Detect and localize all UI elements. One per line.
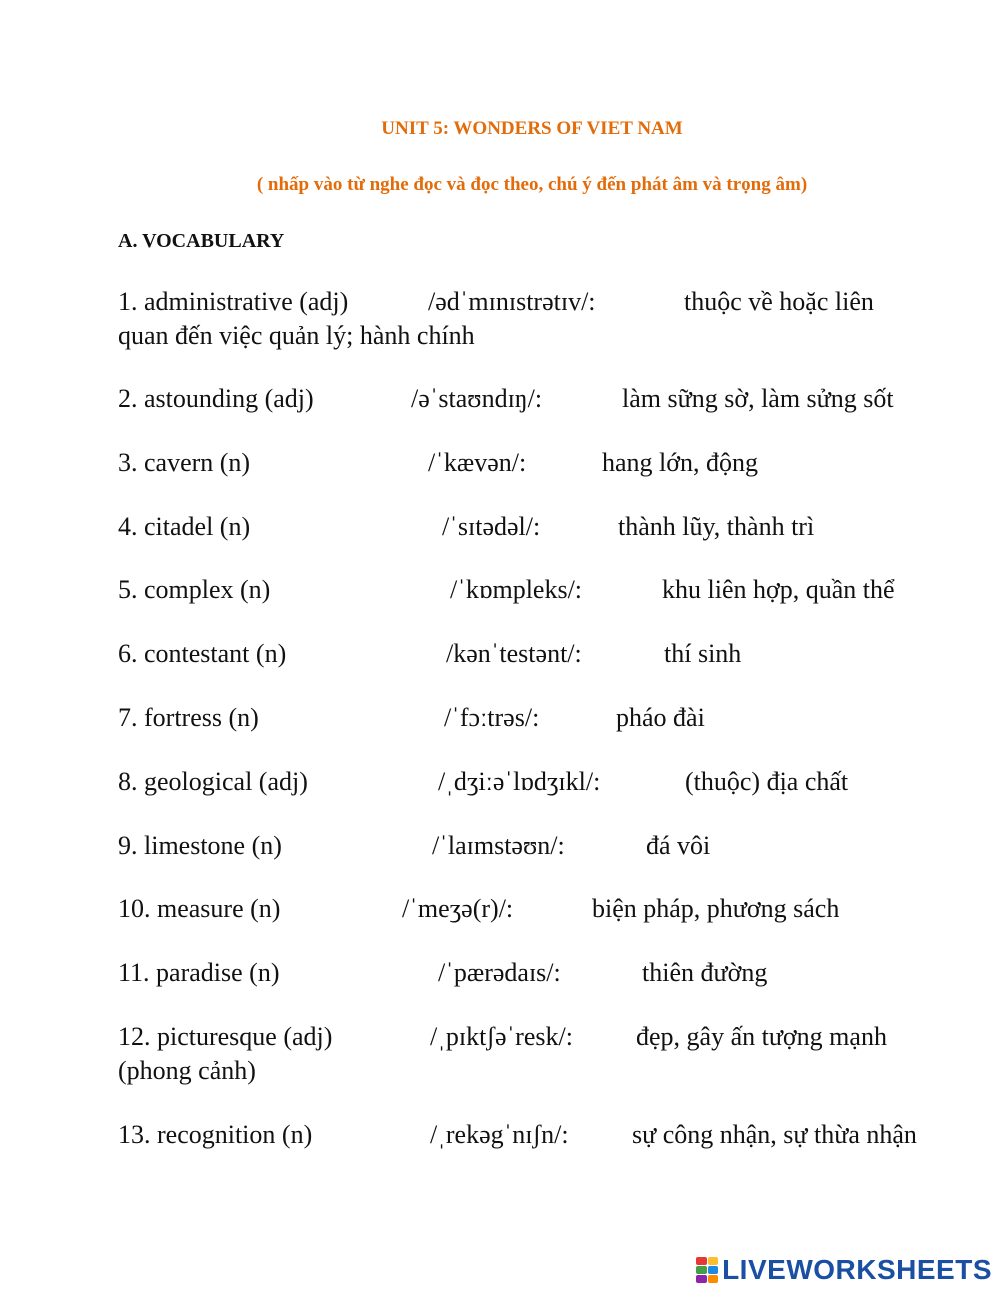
vocab-ipa: /ˈpærədaɪs/: (438, 958, 561, 987)
vocab-meaning: thuộc về hoặc liên (684, 287, 874, 316)
section-heading: A. VOCABULARY (118, 230, 285, 252)
unit-title: UNIT 5: WONDERS OF VIET NAM (381, 118, 683, 139)
vocab-meaning: pháo đài (616, 703, 705, 732)
vocab-meaning: đẹp, gây ấn tượng mạnh (636, 1022, 887, 1051)
vocab-word[interactable]: 5. complex (n) (118, 575, 271, 604)
vocab-word[interactable]: 2. astounding (adj) (118, 384, 314, 413)
vocab-word[interactable]: 8. geological (adj) (118, 767, 308, 796)
vocab-meaning: sự công nhận, sự thừa nhận (632, 1120, 917, 1149)
liveworksheets-logo-text: LIVEWORKSHEETS (722, 1254, 992, 1285)
vocab-word[interactable]: 7. fortress (n) (118, 703, 259, 732)
liveworksheets-logo-icon (696, 1257, 718, 1283)
vocab-ipa: /ˌrekəgˈnɪʃn/: (430, 1120, 569, 1149)
liveworksheets-logo[interactable] (696, 1252, 992, 1288)
vocab-meaning: thành lũy, thành trì (618, 512, 815, 541)
vocab-meaning-continued: quan đến việc quản lý; hành chính (118, 321, 475, 350)
vocab-ipa: /ˌpɪktʃəˈresk/: (430, 1022, 573, 1051)
vocab-ipa: /ədˈmɪnɪstrətɪv/: (428, 287, 596, 316)
vocab-meaning-continued: (phong cảnh) (118, 1056, 256, 1085)
vocab-ipa: /ˈkɒmpleks/: (450, 575, 583, 604)
vocab-word[interactable]: 4. citadel (n) (118, 512, 251, 541)
vocab-word[interactable]: 1. administrative (adj) (118, 287, 349, 316)
vocab-meaning: biện pháp, phương sách (592, 894, 840, 923)
vocab-ipa: /ˈfɔːtrəs/: (444, 703, 540, 732)
vocab-ipa: /kənˈtestənt/: (446, 639, 582, 668)
vocab-meaning: làm sững sờ, làm sửng sốt (622, 384, 894, 413)
vocab-ipa: /ˈsɪtədəl/: (442, 512, 541, 541)
vocab-word[interactable]: 10. measure (n) (118, 894, 281, 923)
vocab-meaning: hang lớn, động (602, 448, 759, 477)
vocab-ipa: /ˈlaɪmstəʊn/: (432, 831, 565, 860)
vocab-word[interactable]: 13. recognition (n) (118, 1120, 313, 1149)
vocab-word[interactable]: 6. contestant (n) (118, 639, 287, 668)
vocab-meaning: thí sinh (664, 639, 742, 668)
vocab-ipa: /ˌdʒiːəˈlɒdʒɪkl/: (438, 767, 601, 796)
instruction-subtitle: ( nhấp vào từ nghe đọc và đọc theo, chú ý đến phát âm và trọng âm) (256, 174, 808, 195)
vocab-word[interactable]: 11. paradise (n) (118, 958, 280, 987)
vocab-ipa: /ˈkævən/: (428, 448, 527, 477)
vocab-meaning: (thuộc) địa chất (685, 767, 849, 796)
vocab-word[interactable]: 12. picturesque (adj) (118, 1022, 333, 1051)
vocab-meaning: thiên đường (642, 958, 768, 987)
vocab-meaning: đá vôi (646, 831, 711, 860)
vocab-ipa: /əˈstaʊndɪŋ/: (411, 384, 543, 413)
vocab-ipa: /ˈmeʒə(r)/: (402, 894, 514, 923)
vocab-meaning: khu liên hợp, quần thể (662, 575, 895, 604)
vocab-word[interactable]: 3. cavern (n) (118, 448, 251, 477)
vocab-word[interactable]: 9. limestone (n) (118, 831, 282, 860)
